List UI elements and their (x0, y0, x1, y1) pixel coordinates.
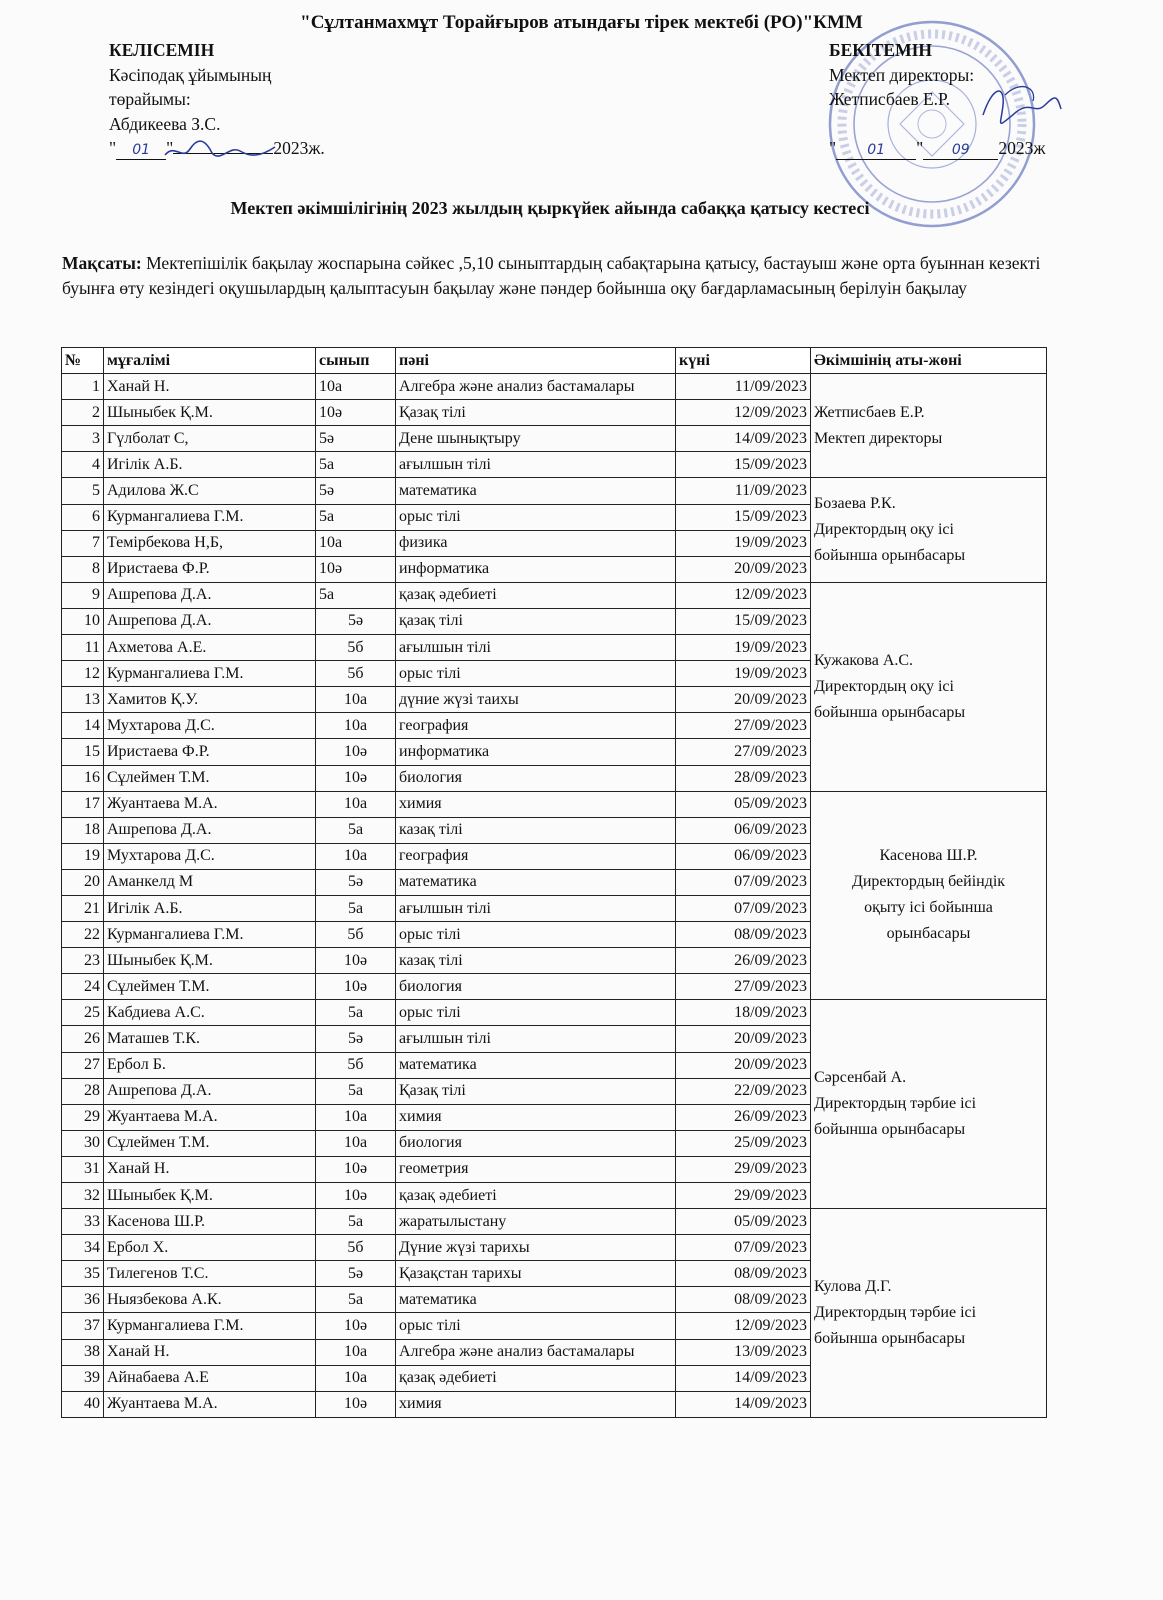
row-class: 5ә (316, 1026, 396, 1052)
agree-line-2: төрайымы: (109, 89, 191, 109)
approve-date-month: 09 (923, 141, 998, 160)
row-teacher: Касенова Ш.Р. (104, 1209, 316, 1235)
admin-line: Директордың тәрбие ісі (814, 1095, 977, 1113)
row-date: 22/09/2023 (676, 1078, 811, 1104)
row-teacher: Сұлеймен Т.М. (104, 974, 316, 1000)
admin-line: Кулова Д.Г. (814, 1277, 892, 1295)
approve-date (829, 136, 1045, 161)
admin-cell (811, 478, 1047, 582)
row-number: 40 (62, 1391, 104, 1417)
row-class: 10а (316, 1130, 396, 1156)
table-row (62, 1209, 1047, 1235)
row-date: 05/09/2023 (676, 1209, 811, 1235)
row-date: 14/09/2023 (676, 1365, 811, 1391)
row-date: 25/09/2023 (676, 1130, 811, 1156)
admin-cell (811, 1209, 1047, 1418)
row-date: 06/09/2023 (676, 843, 811, 869)
admin-line: бойынша орынбасары (814, 1329, 966, 1347)
row-date: 08/09/2023 (676, 1261, 811, 1287)
row-class: 5а (316, 1000, 396, 1026)
row-subject: жаратылыстану (396, 1209, 676, 1235)
row-class: 5а (316, 1078, 396, 1104)
row-subject: математика (396, 478, 676, 504)
purpose-label: Мақсаты: (62, 253, 142, 273)
row-teacher: Иристаева Ф.Р. (104, 739, 316, 765)
row-number: 12 (62, 661, 104, 687)
row-subject: орыс тілі (396, 1000, 676, 1026)
row-subject: Дене шынықтыру (396, 426, 676, 452)
row-number: 13 (62, 687, 104, 713)
row-date: 19/09/2023 (676, 635, 811, 661)
row-number: 36 (62, 1287, 104, 1313)
row-number: 33 (62, 1209, 104, 1235)
row-subject: Дүние жүзі тарихы (396, 1235, 676, 1261)
row-number: 4 (62, 452, 104, 478)
row-date: 12/09/2023 (676, 1313, 811, 1339)
row-subject: география (396, 713, 676, 739)
row-class: 5а (316, 817, 396, 843)
agree-date-day: 01 (116, 141, 166, 160)
row-number: 30 (62, 1130, 104, 1156)
row-subject: информатика (396, 556, 676, 582)
row-number: 38 (62, 1339, 104, 1365)
row-subject: ағылшын тілі (396, 452, 676, 478)
row-class: 5ә (316, 426, 396, 452)
row-date: 26/09/2023 (676, 948, 811, 974)
approve-name: Жетписбаев Е.Р. (829, 89, 950, 109)
approve-line-1: Мектеп директоры: (829, 64, 975, 85)
row-teacher: Сұлеймен Т.М. (104, 1130, 316, 1156)
row-class: 10ә (316, 556, 396, 582)
row-teacher: Ханай Н. (104, 1156, 316, 1182)
row-date: 27/09/2023 (676, 713, 811, 739)
row-number: 11 (62, 635, 104, 661)
row-number: 28 (62, 1078, 104, 1104)
row-teacher: Ахметова А.Е. (104, 635, 316, 661)
row-subject: қазақ тілі (396, 608, 676, 634)
row-date: 27/09/2023 (676, 974, 811, 1000)
row-class: 5а (316, 1287, 396, 1313)
row-teacher: Ербол Х. (104, 1235, 316, 1261)
row-number: 5 (62, 478, 104, 504)
row-subject: орыс тілі (396, 1313, 676, 1339)
row-teacher: Тилегенов Т.С. (104, 1261, 316, 1287)
header-date: күні (676, 348, 811, 374)
admin-cell (811, 374, 1047, 478)
approve-date-day: 01 (836, 141, 916, 160)
row-number: 37 (62, 1313, 104, 1339)
row-teacher: Сұлеймен Т.М. (104, 765, 316, 791)
row-number: 21 (62, 895, 104, 921)
admin-line: Кужакова А.С. (814, 651, 914, 669)
row-date: 06/09/2023 (676, 817, 811, 843)
row-class: 10а (316, 1339, 396, 1365)
row-date: 12/09/2023 (676, 582, 811, 608)
row-subject: география (396, 843, 676, 869)
row-subject: математика (396, 869, 676, 895)
row-subject: орыс тілі (396, 922, 676, 948)
row-number: 6 (62, 504, 104, 530)
row-teacher: Ербол Б. (104, 1052, 316, 1078)
row-teacher: Ханай Н. (104, 374, 316, 400)
admin-line: орынбасары (886, 925, 971, 943)
row-date: 14/09/2023 (676, 426, 811, 452)
table-row (62, 791, 1047, 817)
row-teacher: Ашрепова Д.А. (104, 1078, 316, 1104)
row-teacher: Мухтарова Д.С. (104, 713, 316, 739)
row-subject: орыс тілі (396, 504, 676, 530)
row-teacher: Ашрепова Д.А. (104, 582, 316, 608)
row-date: 07/09/2023 (676, 1235, 811, 1261)
row-teacher: Жуантаева М.А. (104, 791, 316, 817)
row-subject: ағылшын тілі (396, 895, 676, 921)
row-number: 29 (62, 1104, 104, 1130)
admin-line: Мектеп директоры (814, 429, 943, 447)
row-teacher: Ныязбекова А.К. (104, 1287, 316, 1313)
row-subject: химия (396, 1104, 676, 1130)
row-subject: химия (396, 791, 676, 817)
purpose-text: Мектепішілік бақылау жоспарына сәйкес ,5,10 сыныптардың сабақтарына қатысу, бастауыш және орта буыннан кезекті буынға өту кезіндегі оқушылардың қалыптасуын бақылау және пәндер бойынша оқу бағдарламасының берілуін бақылау (62, 253, 1041, 298)
row-class: 10ә (316, 1313, 396, 1339)
agree-date-quote-close: " (166, 138, 174, 158)
admin-line: Директордың оқу ісі (814, 677, 954, 695)
row-number: 7 (62, 530, 104, 556)
row-class: 5ә (316, 869, 396, 895)
table-row (62, 374, 1047, 400)
header-number: № (62, 348, 104, 374)
row-subject: Қазақ тілі (396, 400, 676, 426)
row-date: 20/09/2023 (676, 1026, 811, 1052)
agree-name: Абдикеева З.С. (109, 113, 221, 134)
row-class: 5а (316, 504, 396, 530)
row-class: 5а (316, 895, 396, 921)
row-subject: химия (396, 1391, 676, 1417)
row-subject: Қазақстан тарихы (396, 1261, 676, 1287)
row-teacher: Курмангалиева Г.М. (104, 922, 316, 948)
row-teacher: Хамитов Қ.У. (104, 687, 316, 713)
row-date: 05/09/2023 (676, 791, 811, 817)
row-class: 10ә (316, 1183, 396, 1209)
agree-signature (160, 135, 280, 165)
row-number: 35 (62, 1261, 104, 1287)
row-subject: Қазақ тілі (396, 1078, 676, 1104)
row-number: 25 (62, 1000, 104, 1026)
row-number: 15 (62, 739, 104, 765)
row-class: 10ә (316, 739, 396, 765)
admin-line: бойынша орынбасары (814, 703, 966, 721)
row-date: 15/09/2023 (676, 608, 811, 634)
row-class: 10ә (316, 974, 396, 1000)
agree-date-year: 2023ж. (273, 138, 325, 158)
row-date: 20/09/2023 (676, 687, 811, 713)
row-class: 10а (316, 1365, 396, 1391)
row-class: 10ә (316, 1391, 396, 1417)
row-subject: биология (396, 765, 676, 791)
row-number: 18 (62, 817, 104, 843)
row-subject: геометрия (396, 1156, 676, 1182)
row-subject: ағылшын тілі (396, 1026, 676, 1052)
row-teacher: Адилова Ж.С (104, 478, 316, 504)
row-class: 10ә (316, 400, 396, 426)
row-class: 10а (316, 791, 396, 817)
row-teacher: Шыныбек Қ.М. (104, 948, 316, 974)
row-class: 10а (316, 713, 396, 739)
attendance-table (61, 347, 1047, 1418)
row-number: 14 (62, 713, 104, 739)
row-number: 19 (62, 843, 104, 869)
row-teacher: Шыныбек Қ.М. (104, 1183, 316, 1209)
row-class: 5б (316, 1052, 396, 1078)
row-number: 10 (62, 608, 104, 634)
row-date: 15/09/2023 (676, 452, 811, 478)
row-number: 23 (62, 948, 104, 974)
row-date: 29/09/2023 (676, 1183, 811, 1209)
admin-line: Жетписбаев Е.Р. (814, 403, 925, 421)
header-class: сынып (316, 348, 396, 374)
row-subject: орыс тілі (396, 661, 676, 687)
header-teacher: мұғалімі (104, 348, 316, 374)
row-number: 17 (62, 791, 104, 817)
row-teacher: Иристаева Ф.Р. (104, 556, 316, 582)
row-subject: математика (396, 1052, 676, 1078)
row-subject: Алгебра және анализ бастамалары (396, 374, 676, 400)
row-date: 14/09/2023 (676, 1391, 811, 1417)
row-class: 5ә (316, 1261, 396, 1287)
row-subject: математика (396, 1287, 676, 1313)
row-subject: казақ тілі (396, 817, 676, 843)
row-teacher: Жуантаева М.А. (104, 1104, 316, 1130)
row-number: 32 (62, 1183, 104, 1209)
table-row (62, 478, 1047, 504)
row-number: 3 (62, 426, 104, 452)
row-date: 20/09/2023 (676, 556, 811, 582)
admin-line: оқыту ісі бойынша (864, 899, 993, 917)
approve-date-year: 2023ж (998, 138, 1046, 158)
row-class: 5а (316, 1209, 396, 1235)
school-name: "Сұлтанмахмұт Торайғыров атындағы тірек мектебі (РО)"КММ (300, 12, 863, 33)
row-number: 9 (62, 582, 104, 608)
row-date: 08/09/2023 (676, 922, 811, 948)
agree-date-quote-open: " (109, 138, 117, 158)
admin-cell (811, 582, 1047, 791)
row-date: 08/09/2023 (676, 1287, 811, 1313)
admin-line: Бозаева Р.К. (814, 495, 896, 513)
approve-date-quote-close: " (916, 138, 924, 158)
row-number: 24 (62, 974, 104, 1000)
row-teacher: Курмангалиева Г.М. (104, 1313, 316, 1339)
table-row (62, 582, 1047, 608)
row-subject: физика (396, 530, 676, 556)
row-number: 26 (62, 1026, 104, 1052)
table-body (62, 374, 1047, 1418)
row-subject: биология (396, 1130, 676, 1156)
director-signature (975, 75, 1065, 135)
row-teacher: Аманкелд М (104, 869, 316, 895)
row-teacher: Темірбекова Н,Б, (104, 530, 316, 556)
row-date: 19/09/2023 (676, 661, 811, 687)
row-date: 18/09/2023 (676, 1000, 811, 1026)
row-class: 5ә (316, 608, 396, 634)
row-teacher: Гүлболат С, (104, 426, 316, 452)
row-class: 10а (316, 374, 396, 400)
header-subject: пәні (396, 348, 676, 374)
row-teacher: Кабдиева А.С. (104, 1000, 316, 1026)
row-subject: қазақ әдебиеті (396, 1183, 676, 1209)
approve-heading: БЕКІТЕМІН (829, 40, 933, 60)
row-teacher: Жуантаева М.А. (104, 1391, 316, 1417)
row-subject: Алгебра және анализ бастамалары (396, 1339, 676, 1365)
row-class: 10а (316, 530, 396, 556)
row-number: 31 (62, 1156, 104, 1182)
row-number: 27 (62, 1052, 104, 1078)
row-teacher: Маташев Т.К. (104, 1026, 316, 1052)
admin-cell (811, 1000, 1047, 1209)
row-teacher: Ашрепова Д.А. (104, 608, 316, 634)
table-row (62, 1000, 1047, 1026)
row-class: 10а (316, 843, 396, 869)
admin-line: бойынша орынбасары (814, 1121, 966, 1139)
header-admin: Әкімшінің аты-жөні (811, 348, 1047, 374)
row-date: 07/09/2023 (676, 869, 811, 895)
admin-cell (811, 791, 1047, 1000)
row-number: 39 (62, 1365, 104, 1391)
admin-line: Касенова Ш.Р. (879, 847, 978, 865)
approve-date-quote-open: " (829, 138, 837, 158)
purpose-paragraph (62, 251, 1062, 301)
row-subject: биология (396, 974, 676, 1000)
row-subject: қазақ әдебиеті (396, 1365, 676, 1391)
row-subject: казақ тілі (396, 948, 676, 974)
row-number: 2 (62, 400, 104, 426)
document-title: Мектеп әкімшілігінің 2023 жылдың қыркүйек айында сабаққа қатысу кестесі (230, 198, 870, 218)
row-number: 16 (62, 765, 104, 791)
row-teacher: Игілік А.Б. (104, 895, 316, 921)
row-class: 10ә (316, 765, 396, 791)
agree-heading: КЕЛІСЕМІН (109, 40, 215, 60)
table-header-row (62, 348, 1047, 374)
row-number: 22 (62, 922, 104, 948)
row-date: 15/09/2023 (676, 504, 811, 530)
row-subject: дүние жүзі таихы (396, 687, 676, 713)
admin-line: Директордың тәрбие ісі (814, 1303, 977, 1321)
row-date: 29/09/2023 (676, 1156, 811, 1182)
row-class: 5б (316, 922, 396, 948)
admin-line: Директордың бейіндік (851, 873, 1006, 891)
row-date: 12/09/2023 (676, 400, 811, 426)
row-class: 10а (316, 687, 396, 713)
row-teacher: Шыныбек Қ.М. (104, 400, 316, 426)
row-teacher: Ханай Н. (104, 1339, 316, 1365)
row-number: 1 (62, 374, 104, 400)
row-date: 07/09/2023 (676, 895, 811, 921)
row-date: 20/09/2023 (676, 1052, 811, 1078)
row-teacher: Игілік А.Б. (104, 452, 316, 478)
row-class: 5б (316, 661, 396, 687)
row-date: 28/09/2023 (676, 765, 811, 791)
row-class: 5а (316, 452, 396, 478)
row-class: 10а (316, 1104, 396, 1130)
row-class: 5б (316, 635, 396, 661)
agree-line-1: Кәсіподақ ұйымының (109, 64, 272, 85)
admin-line: бойынша орынбасары (814, 547, 966, 565)
row-teacher: Курмангалиева Г.М. (104, 504, 316, 530)
row-subject: қазақ әдебиеті (396, 582, 676, 608)
row-date: 26/09/2023 (676, 1104, 811, 1130)
row-number: 8 (62, 556, 104, 582)
row-date: 19/09/2023 (676, 530, 811, 556)
row-date: 13/09/2023 (676, 1339, 811, 1365)
row-class: 5ә (316, 478, 396, 504)
row-class: 5б (316, 1235, 396, 1261)
row-date: 11/09/2023 (676, 478, 811, 504)
row-number: 34 (62, 1235, 104, 1261)
row-class: 10ә (316, 1156, 396, 1182)
row-subject: ағылшын тілі (396, 635, 676, 661)
row-teacher: Айнабаева А.Е (104, 1365, 316, 1391)
admin-line: Директордың оқу ісі (814, 521, 954, 539)
row-date: 27/09/2023 (676, 739, 811, 765)
admin-line: Сәрсенбай А. (814, 1069, 907, 1087)
row-class: 10ә (316, 948, 396, 974)
row-number: 20 (62, 869, 104, 895)
row-class: 5а (316, 582, 396, 608)
row-teacher: Курмангалиева Г.М. (104, 661, 316, 687)
row-teacher: Ашрепова Д.А. (104, 817, 316, 843)
row-teacher: Мухтарова Д.С. (104, 843, 316, 869)
row-date: 11/09/2023 (676, 374, 811, 400)
row-subject: информатика (396, 739, 676, 765)
